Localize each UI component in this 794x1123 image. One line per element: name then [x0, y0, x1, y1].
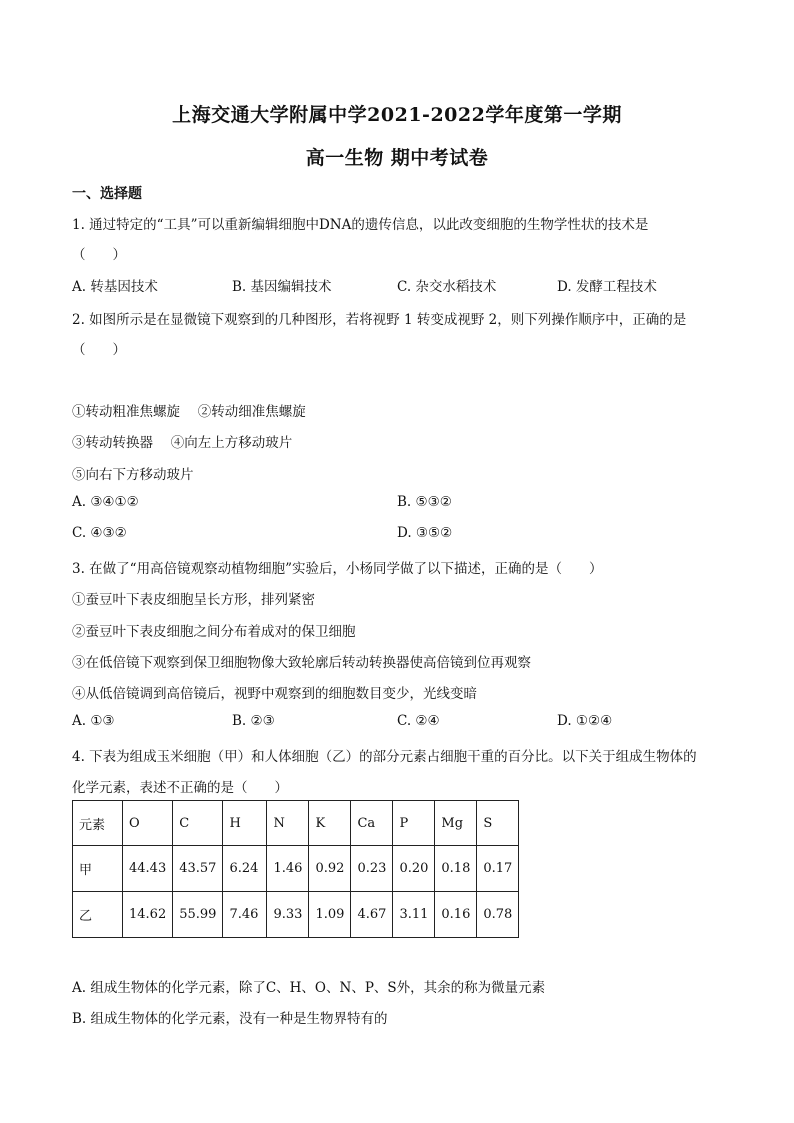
q2-item: ①转动粗准焦螺旋 ②转动细准焦螺旋 — [72, 404, 306, 420]
table-cell: 0.20 — [393, 846, 435, 892]
q4-option-b: B. 组成生物体的化学元素，没有一种是生物界特有的 — [72, 1011, 388, 1027]
table-cell: 1.09 — [309, 892, 351, 938]
table-cell: 0.23 — [351, 846, 393, 892]
table-cell: O — [123, 801, 173, 846]
q2-option-a: A. ③④①② — [72, 494, 139, 510]
table-cell: 3.11 — [393, 892, 435, 938]
exam-subtitle: 高一生物 期中考试卷 — [305, 147, 489, 169]
q1-option-a: A. 转基因技术 — [72, 279, 158, 295]
q3-option-d: D. ①②④ — [557, 713, 613, 729]
table-cell: C — [173, 801, 223, 846]
table-cell: 乙 — [73, 892, 123, 938]
q4-option-a: A. 组成生物体的化学元素，除了C、H、O、N、P、S外，其余的称为微量元素 — [72, 980, 546, 996]
q1-option-b: B. 基因编辑技术 — [232, 279, 332, 295]
q2-item: ③转动转换器 ④向左上方移动玻片 — [72, 435, 293, 451]
q4-stem-cont: 化学元素，表述不正确的是（ ） — [72, 780, 288, 796]
q1-option-c: C. 杂交水稻技术 — [397, 279, 497, 295]
table-cell: 0.18 — [435, 846, 477, 892]
table-cell: Ca — [351, 801, 393, 846]
table-row — [73, 892, 519, 938]
table-cell: 44.43 — [123, 846, 173, 892]
table-cell: 0.78 — [477, 892, 519, 938]
q3-option-a: A. ①③ — [72, 713, 115, 729]
table-cell: H — [223, 801, 267, 846]
table-cell: 4.67 — [351, 892, 393, 938]
table-row — [73, 846, 519, 892]
q1-option-d: D. 发酵工程技术 — [557, 279, 657, 295]
q2-item: ⑤向右下方移动玻片 — [72, 467, 194, 483]
q3-item: ①蚕豆叶下表皮细胞呈长方形，排列紧密 — [72, 592, 315, 608]
q2-option-d: D. ③⑤② — [397, 525, 453, 541]
q3-option-c: C. ②④ — [397, 713, 440, 729]
q1-stem-paren: （ ） — [72, 247, 126, 263]
table-cell: S — [477, 801, 519, 846]
q2-stem: 2. 如图所示是在显微镜下观察到的几种图形，若将视野 1 转变成视野 2，则下列操作顺序中，正确的是 — [72, 312, 687, 328]
section-heading: 一、选择题 — [72, 186, 142, 202]
q2-stem-paren: （ ） — [72, 342, 126, 358]
q3-item: ③在低倍镜下观察到保卫细胞物像大致轮廓后转动转换器使高倍镜到位再观察 — [72, 655, 531, 671]
q2-option-c: C. ④③② — [72, 525, 127, 541]
table-cell: 7.46 — [223, 892, 267, 938]
table-cell: 0.16 — [435, 892, 477, 938]
q2-option-b: B. ⑤③② — [397, 494, 452, 510]
table-cell: 甲 — [73, 846, 123, 892]
table-cell: 0.92 — [309, 846, 351, 892]
exam-title: 上海交通大学附属中学2021-2022学年度第一学期 — [172, 104, 622, 126]
table-cell: 43.57 — [173, 846, 223, 892]
table-cell: P — [393, 801, 435, 846]
q3-stem: 3. 在做了“用高倍镜观察动植物细胞”实验后，小杨同学做了以下描述，正确的是（ ） — [72, 561, 603, 577]
table-cell: 9.33 — [267, 892, 309, 938]
table-cell: K — [309, 801, 351, 846]
q3-item: ④从低倍镜调到高倍镜后，视野中观察到的细胞数目变少，光线变暗 — [72, 686, 477, 702]
table-cell: Mg — [435, 801, 477, 846]
table-cell: 0.17 — [477, 846, 519, 892]
table-cell: 55.99 — [173, 892, 223, 938]
element-table — [72, 800, 519, 938]
table-cell: 1.46 — [267, 846, 309, 892]
table-cell: 6.24 — [223, 846, 267, 892]
table-header-row — [73, 801, 519, 846]
table-cell: 14.62 — [123, 892, 173, 938]
q1-stem: 1. 通过特定的“工具”可以重新编辑细胞中DNA的遗传信息，以此改变细胞的生物学性状的技术是 — [72, 217, 649, 233]
q3-item: ②蚕豆叶下表皮细胞之间分布着成对的保卫细胞 — [72, 624, 356, 640]
q4-stem: 4. 下表为组成玉米细胞（甲）和人体细胞（乙）的部分元素占细胞干重的百分比。以下关于组成生物体的 — [72, 749, 697, 765]
q3-option-b: B. ②③ — [232, 713, 275, 729]
table-cell: 元素 — [73, 801, 123, 846]
table-cell: N — [267, 801, 309, 846]
